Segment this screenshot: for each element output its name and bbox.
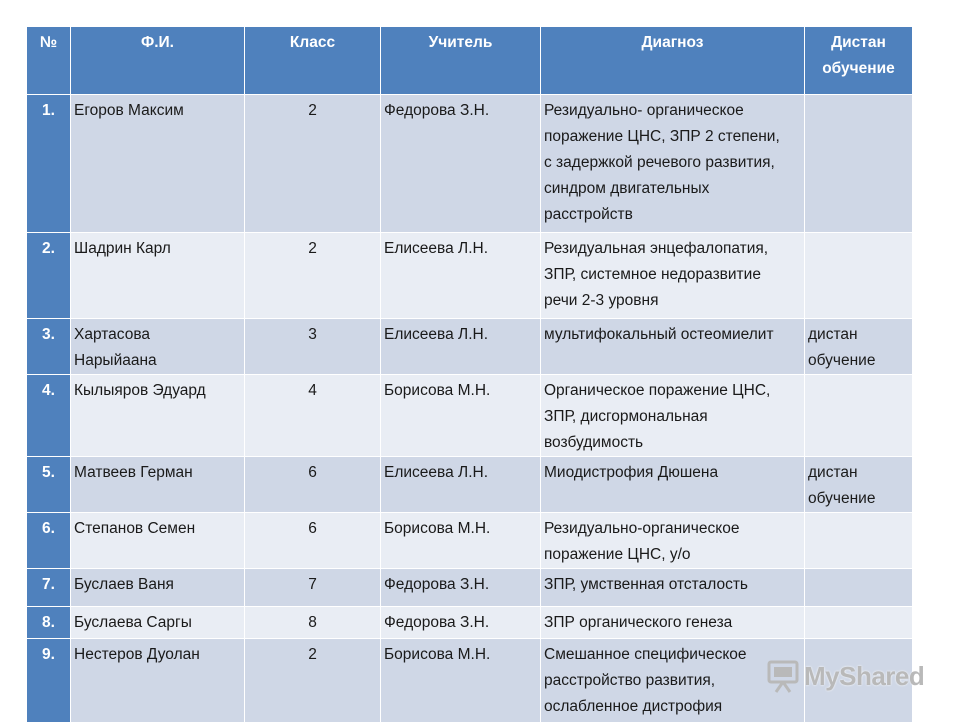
row-diagnosis: Миодистрофия Дюшена [541,457,805,513]
row-num: 2. [27,233,71,319]
row-fio: Степанов Семен [71,513,245,569]
table-row [27,319,913,375]
table-header-row [27,27,913,95]
row-diagnosis: ЗПР, умственная отсталость [541,569,805,607]
row-num: 1. [27,95,71,233]
row-remote [805,513,913,569]
header-remote: Дистан обучение [805,27,913,95]
presentation-icon [766,658,800,694]
row-teacher: Федорова З.Н. [381,569,541,607]
row-diagnosis: мультифокальный остеомиелит [541,319,805,375]
watermark-text: MyShared [804,660,925,691]
row-klass: 6 [245,513,381,569]
header-fio: Ф.И. [71,27,245,95]
row-teacher: Федорова З.Н. [381,95,541,233]
row-diagnosis: Резидуально- органическое поражение ЦНС, ЗПР 2 степени, с задержкой речевого развития, синдром двигательных расстройств [541,95,805,233]
row-remote: дистан обучение [805,319,913,375]
row-fio: Буслаев Ваня [71,569,245,607]
row-remote [805,233,913,319]
row-fio: Егоров Максим [71,95,245,233]
row-klass: 4 [245,375,381,457]
row-remote [805,569,913,607]
row-num: 3. [27,319,71,375]
row-fio: Кылыяров Эдуард [71,375,245,457]
row-klass: 3 [245,319,381,375]
row-remote: дистан обучение [805,457,913,513]
row-diagnosis: Органическое поражение ЦНС, ЗПР, дисгормональная возбудимость [541,375,805,457]
row-klass: 2 [245,639,381,723]
row-klass: 8 [245,607,381,639]
row-diagnosis: Резидуально-органическое поражение ЦНС, у/о [541,513,805,569]
row-klass: 6 [245,457,381,513]
row-fio: Матвеев Герман [71,457,245,513]
row-teacher: Борисова М.Н. [381,375,541,457]
myshared-watermark [766,656,926,696]
table-row [27,457,913,513]
header-num: № [27,27,71,95]
row-teacher: Федорова З.Н. [381,607,541,639]
header-teacher: Учитель [381,27,541,95]
row-num: 7. [27,569,71,607]
table-row [27,607,913,639]
row-num: 6. [27,513,71,569]
table-row [27,233,913,319]
row-teacher: Борисова М.Н. [381,513,541,569]
row-diagnosis: ЗПР органического генеза [541,607,805,639]
row-teacher: Елисеева Л.Н. [381,319,541,375]
table-row [27,513,913,569]
row-remote [805,375,913,457]
row-teacher: Елисеева Л.Н. [381,233,541,319]
row-fio: Хартасова Нарыйаана [71,319,245,375]
header-diagnosis: Диагноз [541,27,805,95]
row-diagnosis: Смешанное специфическое расстройство развития, ослабленное дистрофия [541,639,805,723]
row-fio: Буслаева Саргы [71,607,245,639]
row-fio: Шадрин Карл [71,233,245,319]
header-klass: Класс [245,27,381,95]
row-fio: Нестеров Дуолан [71,639,245,723]
row-klass: 7 [245,569,381,607]
table-row [27,95,913,233]
row-klass: 2 [245,95,381,233]
row-num: 9. [27,639,71,723]
row-remote [805,607,913,639]
row-teacher: Елисеева Л.Н. [381,457,541,513]
row-num: 8. [27,607,71,639]
table-row [27,375,913,457]
students-table [26,26,913,723]
table-row [27,569,913,607]
row-klass: 2 [245,233,381,319]
row-diagnosis: Резидуальная энцефалопатия, ЗПР, системное недоразвитие речи 2-3 уровня [541,233,805,319]
row-teacher: Борисова М.Н. [381,639,541,723]
row-num: 4. [27,375,71,457]
row-num: 5. [27,457,71,513]
row-remote [805,95,913,233]
